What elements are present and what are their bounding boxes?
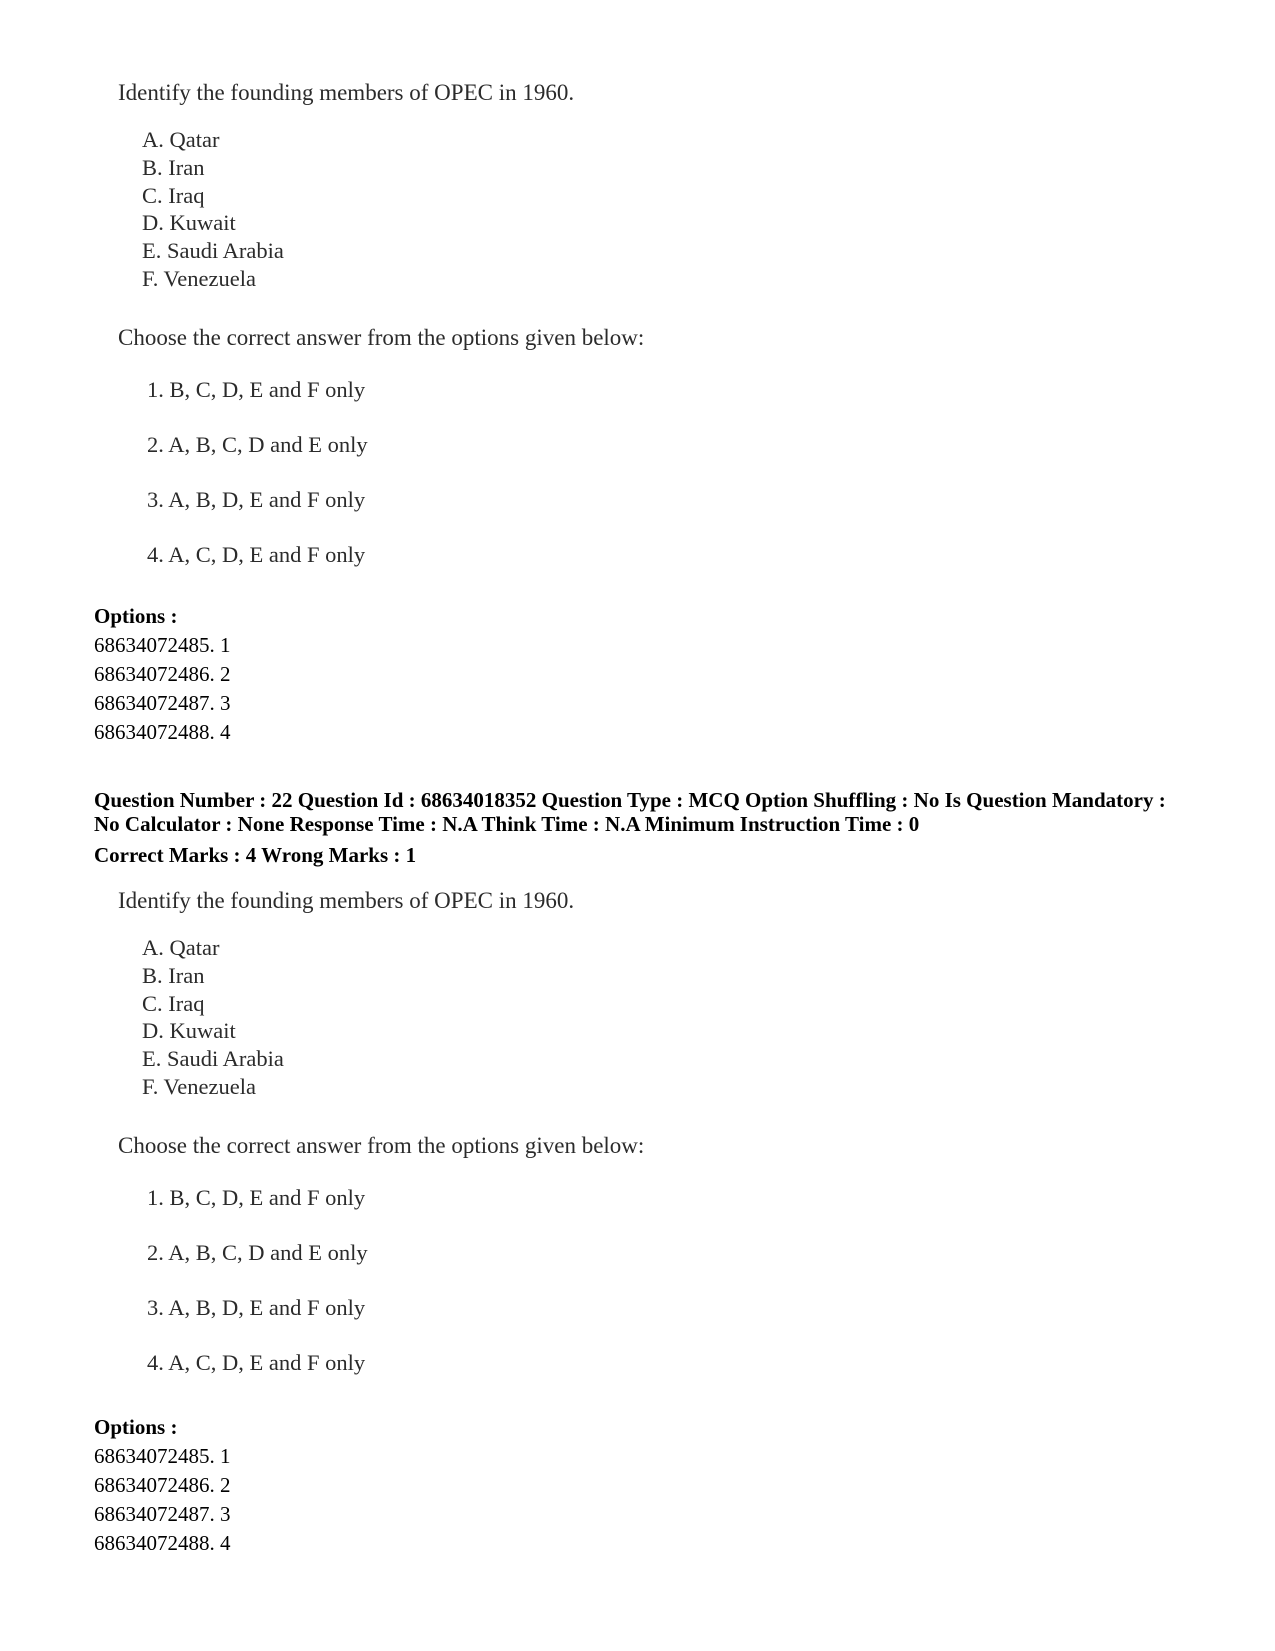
- question-marks: Correct Marks : 4 Wrong Marks : 1: [94, 843, 417, 867]
- option-id: 68634072488. 4: [94, 720, 231, 744]
- answer-choice: 1. B, C, D, E and F only: [147, 377, 366, 402]
- options-heading: Options :: [94, 1415, 178, 1439]
- answer-choice: 3. A, B, D, E and F only: [147, 1295, 366, 1320]
- statement-item: F. Venezuela: [142, 265, 256, 291]
- statement-item: D. Kuwait: [142, 1018, 236, 1044]
- question-meta-line: No Calculator : None Response Time : N.A Think Time : N.A Minimum Instruction Time : 0: [94, 812, 920, 836]
- statement-item: C. Iraq: [142, 990, 205, 1016]
- answer-choice: 1. B, C, D, E and F only: [147, 1185, 366, 1210]
- answer-choice: 3. A, B, D, E and F only: [147, 487, 366, 512]
- option-id: 68634072485. 1: [94, 633, 231, 657]
- options-list: [94, 631, 231, 747]
- answer-choice: 2. A, B, C, D and E only: [147, 432, 368, 457]
- statement-item: E. Saudi Arabia: [142, 1046, 284, 1072]
- question-meta: [94, 788, 1204, 836]
- answer-choice-list: [147, 1185, 368, 1405]
- statement-list: [142, 934, 284, 1101]
- option-id: 68634072486. 2: [94, 1473, 231, 1497]
- statement-item: C. Iraq: [142, 182, 205, 208]
- statement-item: E. Saudi Arabia: [142, 238, 284, 264]
- question-stem: Identify the founding members of OPEC in 1960.: [118, 888, 575, 913]
- statement-item: B. Iran: [142, 962, 205, 988]
- option-id: 68634072485. 1: [94, 1444, 231, 1468]
- statement-item: A. Qatar: [142, 127, 220, 152]
- option-id: 68634072488. 4: [94, 1531, 231, 1555]
- question-meta-line: Question Number : 22 Question Id : 68634018352 Question Type : MCQ Option Shuffling : No Is Question Mandatory :: [94, 788, 1166, 812]
- options-heading: Options :: [94, 604, 178, 628]
- answer-prompt: Choose the correct answer from the options given below:: [118, 1133, 645, 1158]
- options-list: [94, 1442, 231, 1558]
- answer-choice: 4. A, C, D, E and F only: [147, 1350, 366, 1375]
- statement-item: D. Kuwait: [142, 210, 236, 236]
- question-stem: Identify the founding members of OPEC in 1960.: [118, 80, 575, 105]
- answer-choice-list: [147, 377, 368, 597]
- statement-item: F. Venezuela: [142, 1073, 256, 1099]
- answer-choice: 4. A, C, D, E and F only: [147, 542, 366, 567]
- statement-item: A. Qatar: [142, 935, 220, 960]
- statement-item: B. Iran: [142, 154, 205, 180]
- statement-list: [142, 126, 284, 293]
- option-id: 68634072487. 3: [94, 1502, 231, 1526]
- option-id: 68634072486. 2: [94, 662, 231, 686]
- answer-prompt: Choose the correct answer from the options given below:: [118, 325, 645, 350]
- answer-choice: 2. A, B, C, D and E only: [147, 1240, 368, 1265]
- option-id: 68634072487. 3: [94, 691, 231, 715]
